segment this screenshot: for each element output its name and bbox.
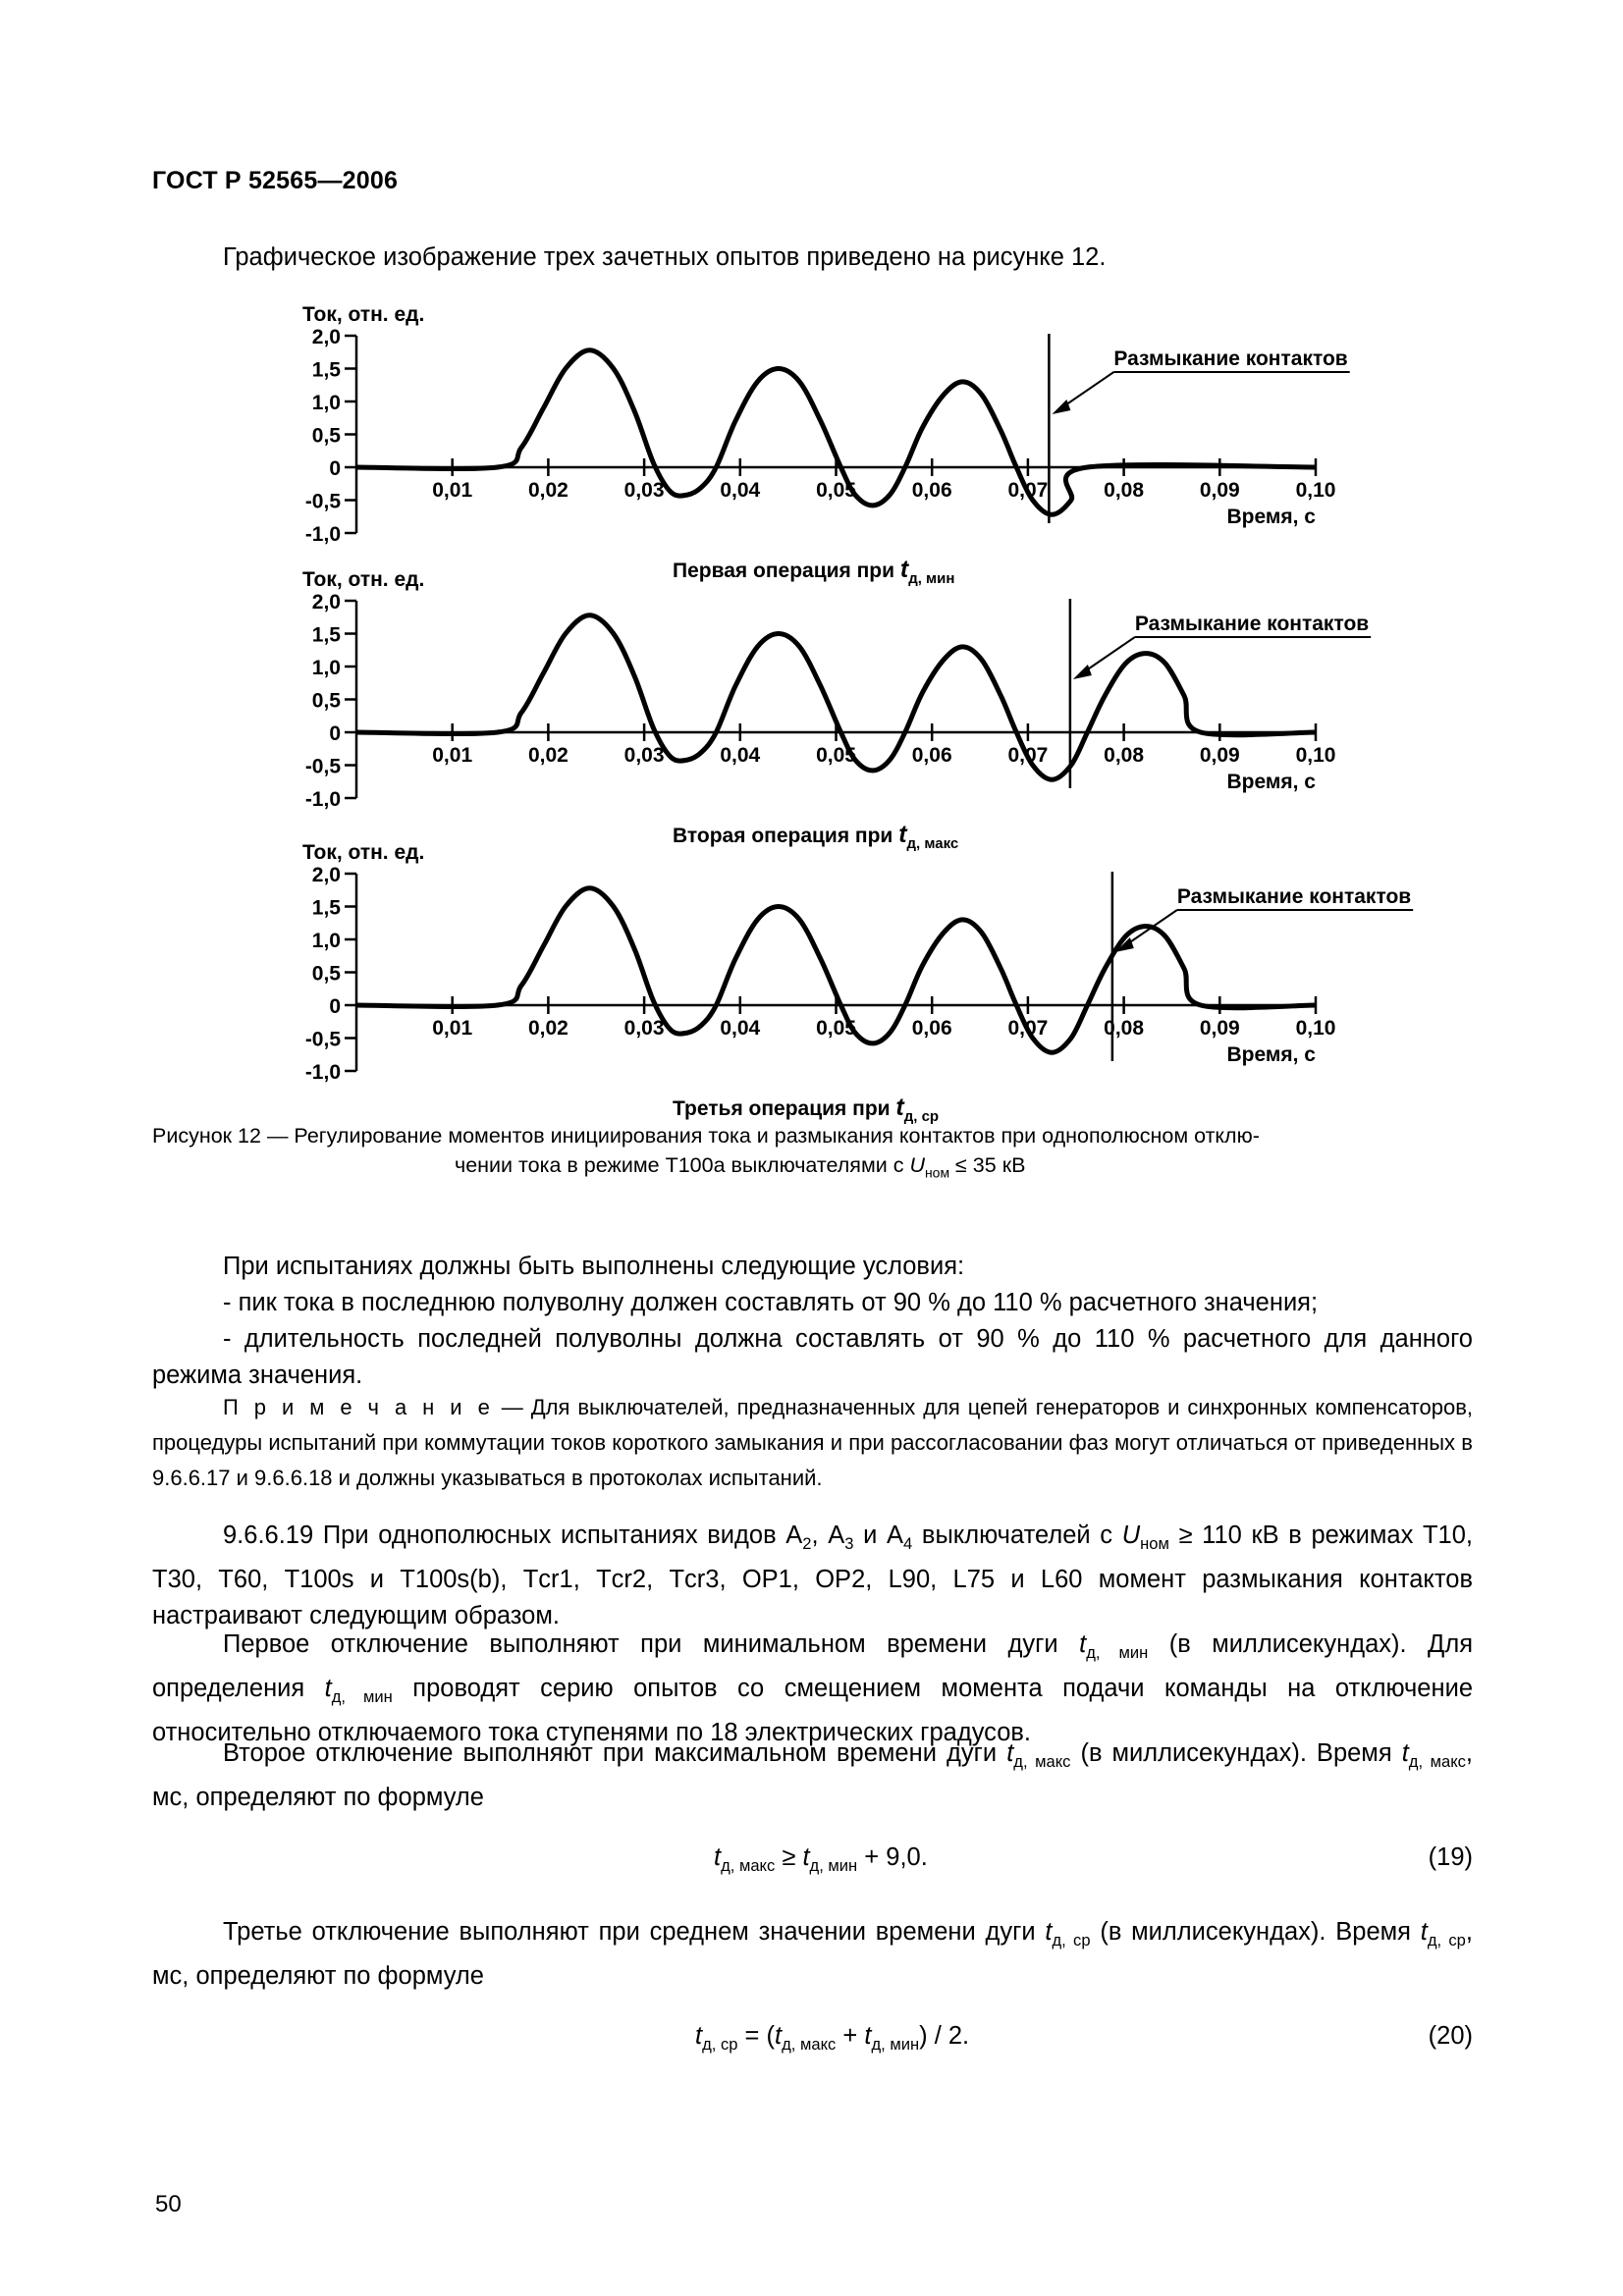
note-text: — Для выключателей, предназначенных для цепей генераторов и синхронных компенсаторов, процедуры испытаний при коммутации токов короткого замыкания и при рассогласовании фаз могут отличаться от приведенных в 9.6.6.17 и 9.6.6.18 и должны указываться в протоколах испытаний.: [152, 1395, 1473, 1490]
annotation-leader: [1082, 637, 1135, 673]
annotation-arrowhead: [1073, 665, 1092, 679]
figure-caption: [152, 1121, 1473, 1187]
x-tick-label: 0,05: [816, 744, 856, 767]
y-tick-label: 1,5: [311, 623, 341, 647]
y-tick-label: 1,0: [311, 930, 341, 952]
x-axis-label: Время, с: [1226, 506, 1316, 528]
conditions-block: [152, 1249, 1473, 1394]
contact-opening-annotation: Размыкание контактов: [1113, 347, 1348, 370]
x-tick-label: 0,06: [911, 744, 952, 767]
conditions-intro: При испытаниях должны быть выполнены следующие условия:: [223, 1253, 965, 1280]
x-tick-label: 0,03: [623, 744, 665, 767]
x-tick-label: 0,08: [1104, 479, 1145, 502]
y-tick-label: 0,5: [311, 689, 341, 713]
x-tick-label: 0,06: [911, 1017, 952, 1040]
x-tick-label: 0,10: [1295, 1017, 1336, 1040]
document-header: ГОСТ Р 52565—2006: [152, 167, 399, 194]
annotation-leader: [1060, 372, 1113, 408]
condition-item: - пик тока в последнюю полуволну должен составлять от 90 % до 110 % расчетного значения;: [223, 1289, 1319, 1316]
formula-19-expression: $t_{д, макс} \ge t_{д, мин} + 9,0$.: [714, 1843, 928, 1876]
x-tick-label: 0,07: [1007, 479, 1049, 502]
x-axis-label: Время, с: [1226, 1043, 1316, 1066]
x-tick-label: 0,08: [1104, 744, 1145, 767]
y-tick-label: 0: [329, 457, 341, 480]
y-tick-label: 0: [329, 995, 341, 1018]
contact-opening-annotation: Размыкание контактов: [1176, 885, 1412, 908]
y-axis-label: Ток, отн. ед.: [302, 841, 425, 864]
note-lead: П р и м е ч а н и е: [223, 1395, 494, 1419]
subplot-title: Первая операция при $t_{д, мин}$: [673, 556, 955, 587]
condition-item: - длительность последней полуволны должна составлять от 90 % до 110 % расчетного для данного режима значения.: [152, 1325, 1473, 1389]
x-tick-label: 0,07: [1007, 744, 1049, 767]
figure-12-charts: [0, 0, 1623, 1139]
x-tick-label: 0,01: [432, 1017, 473, 1040]
x-tick-label: 0,05: [816, 1017, 856, 1040]
y-axis-label: Ток, отн. ед.: [302, 303, 425, 326]
x-tick-label: 0,10: [1295, 744, 1336, 767]
x-tick-label: 0,09: [1199, 744, 1240, 767]
x-tick-label: 0,01: [432, 744, 473, 767]
formula-20-expression: $t_{д, ср} = (t_{д, макс} + t_{д, мин}) / 2$.: [695, 2022, 970, 2055]
subplot-title: Вторая операция при $t_{д, макс}$: [673, 821, 959, 852]
annotation-arrowhead: [1052, 400, 1070, 414]
x-tick-label: 0,01: [432, 479, 473, 502]
formula-19-number: (19): [1428, 1843, 1473, 1871]
y-tick-label: -1,0: [304, 1061, 341, 1084]
x-tick-label: 0,06: [911, 479, 952, 502]
y-tick-label: -0,5: [304, 1028, 341, 1051]
y-tick-label: -0,5: [304, 490, 341, 513]
y-tick-label: 1,0: [311, 657, 341, 679]
y-tick-label: 1,0: [311, 392, 341, 414]
x-tick-label: 0,03: [623, 1017, 665, 1040]
y-tick-label: 2,0: [311, 326, 341, 348]
y-tick-label: 2,0: [311, 591, 341, 614]
x-axis-label: Время, с: [1226, 771, 1316, 793]
first-opening-paragraph: Первое отключение выполняют при минимальном времени дуги $t_{д, мин}$ (в миллисекундах). Для определения $t_{д, мин}$ проводят серию опытов со смещением момента подачи команды на отключение относительно отключаемого тока ступенями по 18 электрических градусов.: [152, 1630, 1474, 1747]
x-tick-label: 0,02: [527, 479, 568, 502]
y-tick-label: 0,5: [311, 424, 341, 448]
x-tick-label: 0,05: [816, 479, 856, 502]
y-tick-label: 2,0: [311, 864, 341, 886]
y-tick-label: 1,5: [311, 358, 341, 382]
x-tick-label: 0,04: [720, 479, 761, 502]
x-tick-label: 0,03: [623, 479, 665, 502]
caption-line-2: чении тока в режиме Т100а выключателями с $U_{ном} \le 35$ кВ: [455, 1153, 1026, 1181]
formula-20-number: (20): [1428, 2022, 1473, 2050]
x-tick-label: 0,07: [1007, 1017, 1049, 1040]
y-tick-label: -1,0: [304, 523, 341, 546]
y-axis-label: Ток, отн. ед.: [302, 568, 425, 591]
x-tick-label: 0,04: [720, 1017, 761, 1040]
y-tick-label: -1,0: [304, 788, 341, 811]
x-tick-label: 0,09: [1199, 1017, 1240, 1040]
section-9-6-6-19: 9.6.6.19 При однополюсных испытаниях видов $А_2$, $А_3$ и $А_4$ выключателей с $U_{ном} \ge 110$ кВ в режимах Т10, Т30, Т60, Т100s и Т100s(b), Тcr1, Тcr2, Тcr3, ОР1, ОР2, L90, L75 и L60 момент размыкания контактов настраивают следующим образом.: [152, 1522, 1473, 1630]
x-tick-label: 0,09: [1199, 479, 1240, 502]
x-tick-label: 0,10: [1295, 479, 1336, 502]
y-tick-label: 0: [329, 722, 341, 745]
page-number: 50: [155, 2191, 182, 2217]
caption-line-1: Рисунок 12 — Регулирование моментов инициирования тока и размыкания контактов при однополюсном отклю-: [152, 1124, 1260, 1148]
y-tick-label: -0,5: [304, 755, 341, 778]
third-opening-paragraph: Третье отключение выполняют при среднем значении времени дуги $t_{д, ср}$ (в миллисекундах). Время $t_{д, ср}$, мс, определяют по формуле: [152, 1918, 1473, 1991]
y-tick-label: 0,5: [311, 962, 341, 986]
x-tick-label: 0,02: [527, 744, 568, 767]
contact-opening-annotation: Размыкание контактов: [1134, 613, 1370, 635]
second-opening-paragraph: Второе отключение выполняют при максимальном времени дуги $t_{д, макс}$ (в миллисекундах). Время $t_{д, макс}$, мс, определяют по формуле: [152, 1739, 1474, 1812]
subplot-title: Третья операция при $t_{д, ср}$: [673, 1094, 940, 1125]
y-tick-label: 1,5: [311, 896, 341, 920]
x-tick-label: 0,04: [720, 744, 761, 767]
intro-paragraph: Графическое изображение трех зачетных опытов приведено на рисунке 12.: [223, 243, 1107, 271]
x-tick-label: 0,08: [1104, 1017, 1145, 1040]
note-paragraph: [152, 1390, 1473, 1496]
x-tick-label: 0,02: [527, 1017, 568, 1040]
